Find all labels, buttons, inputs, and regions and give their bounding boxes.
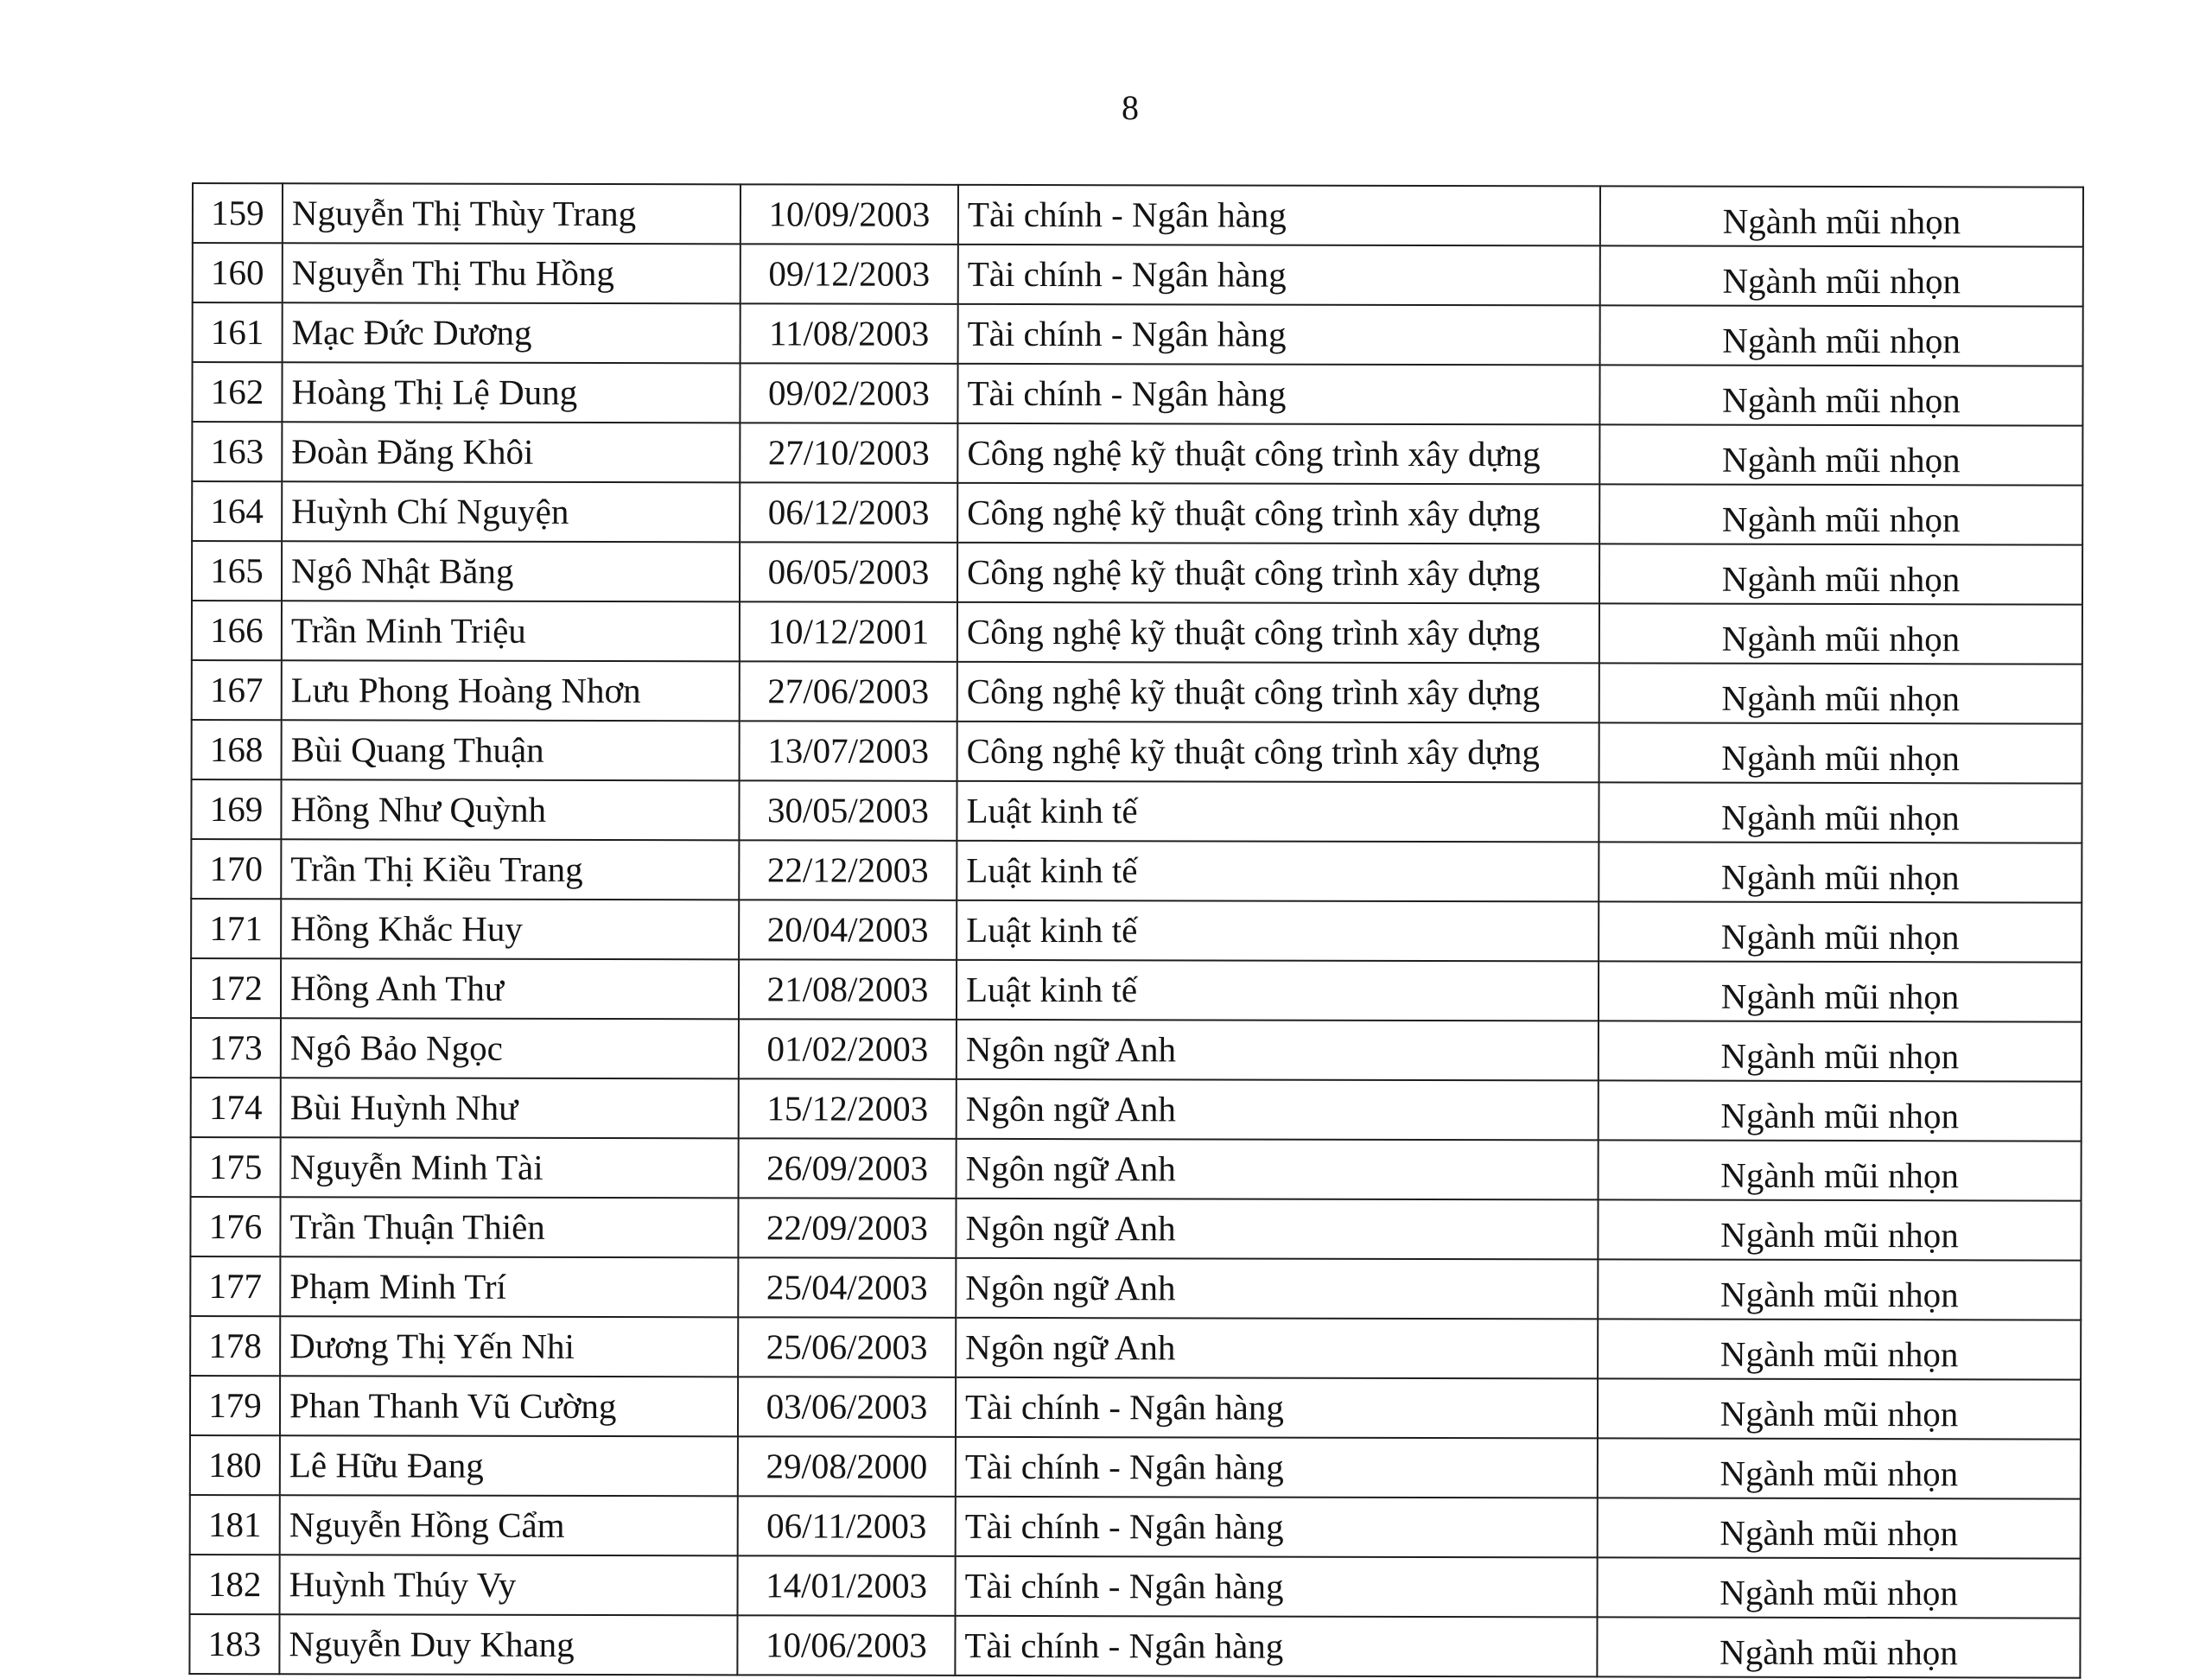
cell-major: Ngôn ngữ Anh	[956, 1318, 1598, 1379]
cell-date-of-birth: 29/08/2000	[738, 1436, 956, 1497]
cell-major: Công nghệ kỹ thuật công trình xây dựng	[957, 722, 1599, 783]
cell-full-name: Bùi Huỳnh Như	[281, 1078, 739, 1138]
cell-major: Tài chính - Ngân hàng	[956, 1437, 1598, 1498]
cell-category: Ngành mũi nhọn	[1599, 722, 2082, 783]
cell-full-name: Hồng Anh Thư	[281, 958, 739, 1019]
cell-category: Ngành mũi nhọn	[1599, 424, 2082, 485]
cell-number: 160	[193, 243, 283, 302]
cell-full-name: Bùi Quang Thuận	[282, 720, 740, 780]
table-row	[192, 541, 2082, 605]
cell-major: Tài chính - Ngân hàng	[958, 304, 1600, 366]
cell-full-name: Trần Minh Triệu	[282, 601, 740, 661]
cell-date-of-birth: 25/04/2003	[738, 1257, 956, 1318]
table-row	[192, 422, 2082, 486]
cell-date-of-birth: 13/07/2003	[740, 721, 957, 781]
table-row	[190, 1376, 2081, 1440]
cell-date-of-birth: 03/06/2003	[738, 1377, 956, 1437]
table-row	[192, 660, 2082, 724]
cell-major: Công nghệ kỹ thuật công trình xây dựng	[957, 662, 1599, 723]
cell-date-of-birth: 30/05/2003	[739, 780, 957, 841]
cell-full-name: Hoàng Thị Lệ Dung	[282, 362, 740, 423]
cell-date-of-birth: 15/12/2003	[739, 1078, 957, 1139]
table-row	[191, 958, 2082, 1022]
cell-full-name: Lưu Phong Hoàng Nhơn	[282, 660, 740, 721]
cell-category: Ngành mũi nhọn	[1598, 1199, 2081, 1260]
cell-full-name: Hồng Khắc Huy	[281, 899, 739, 959]
cell-number: 171	[191, 899, 281, 958]
table-row	[193, 183, 2083, 247]
cell-date-of-birth: 27/10/2003	[740, 423, 957, 483]
cell-full-name: Mạc Đức Dương	[283, 302, 741, 363]
cell-category: Ngành mũi nhọn	[1599, 603, 2082, 664]
cell-number: 169	[191, 779, 281, 839]
cell-full-name: Trần Thuận Thiên	[280, 1197, 738, 1257]
table-row	[191, 1137, 2082, 1201]
table-row	[192, 362, 2082, 426]
cell-full-name: Phan Thanh Vũ Cường	[280, 1376, 738, 1436]
cell-major: Công nghệ kỹ thuật công trình xây dựng	[957, 423, 1599, 485]
table-row	[192, 481, 2082, 545]
table-row	[191, 1078, 2082, 1142]
cell-number: 170	[191, 839, 281, 899]
cell-date-of-birth: 10/09/2003	[741, 184, 958, 245]
cell-full-name: Lê Hữu Đang	[280, 1435, 738, 1496]
cell-category: Ngành mũi nhọn	[1600, 245, 2083, 306]
cell-category: Ngành mũi nhọn	[1599, 663, 2082, 723]
cell-number: 163	[192, 422, 282, 481]
cell-major: Luật kinh tế	[957, 781, 1599, 843]
cell-number: 165	[192, 541, 282, 601]
cell-category: Ngành mũi nhọn	[1599, 961, 2082, 1021]
cell-number: 178	[190, 1316, 280, 1376]
cell-date-of-birth: 06/05/2003	[740, 542, 957, 602]
cell-full-name: Ngô Bảo Ngọc	[281, 1018, 739, 1078]
cell-number: 181	[190, 1495, 280, 1555]
cell-category: Ngành mũi nhọn	[1598, 1498, 2081, 1558]
cell-major: Tài chính - Ngân hàng	[957, 364, 1599, 425]
cell-category: Ngành mũi nhọn	[1598, 1319, 2081, 1379]
cell-number: 164	[192, 481, 282, 541]
cell-number: 176	[190, 1197, 280, 1256]
cell-full-name: Trần Thị Kiều Trang	[281, 839, 739, 900]
cell-category: Ngành mũi nhọn	[1597, 1617, 2080, 1677]
table-row	[189, 1614, 2080, 1678]
table-row	[193, 243, 2083, 307]
cell-full-name: Nguyễn Hồng Cẩm	[280, 1495, 738, 1555]
cell-number: 179	[190, 1376, 280, 1435]
cell-date-of-birth: 10/06/2003	[737, 1615, 955, 1676]
cell-number: 180	[190, 1435, 280, 1495]
cell-date-of-birth: 20/04/2003	[739, 900, 957, 960]
cell-major: Luật kinh tế	[957, 841, 1599, 902]
cell-major: Luật kinh tế	[957, 900, 1599, 962]
cell-major: Tài chính - Ngân hàng	[956, 1377, 1598, 1439]
cell-major: Tài chính - Ngân hàng	[958, 245, 1600, 306]
cell-date-of-birth: 06/12/2003	[740, 482, 957, 543]
cell-number: 166	[192, 601, 282, 660]
table-row	[193, 302, 2083, 366]
cell-category: Ngành mũi nhọn	[1599, 1021, 2082, 1081]
cell-category: Ngành mũi nhọn	[1598, 1259, 2081, 1320]
cell-date-of-birth: 25/06/2003	[738, 1317, 956, 1377]
cell-number: 168	[192, 720, 282, 779]
cell-major: Luật kinh tế	[957, 960, 1599, 1021]
cell-major: Ngôn ngữ Anh	[956, 1199, 1598, 1260]
cell-date-of-birth: 27/06/2003	[740, 661, 957, 722]
cell-category: Ngành mũi nhọn	[1599, 842, 2082, 902]
table-row	[190, 1316, 2081, 1380]
cell-major: Ngôn ngữ Anh	[957, 1139, 1599, 1200]
cell-category: Ngành mũi nhọn	[1599, 484, 2082, 544]
cell-number: 161	[193, 302, 283, 362]
table-row	[191, 839, 2082, 903]
cell-category: Ngành mũi nhọn	[1599, 544, 2082, 604]
cell-number: 172	[191, 958, 281, 1018]
cell-category: Ngành mũi nhọn	[1600, 186, 2083, 246]
cell-date-of-birth: 01/02/2003	[739, 1019, 957, 1079]
cell-full-name: Phạm Minh Trí	[280, 1256, 738, 1317]
cell-major: Công nghệ kỹ thuật công trình xây dựng	[957, 602, 1599, 664]
cell-number: 183	[189, 1614, 279, 1674]
cell-category: Ngành mũi nhọn	[1599, 365, 2082, 425]
cell-number: 159	[193, 183, 283, 243]
cell-full-name: Huỳnh Thúy Vy	[280, 1555, 738, 1615]
cell-major: Ngôn ngữ Anh	[956, 1258, 1598, 1320]
cell-number: 182	[190, 1555, 280, 1614]
page-number: 8	[1122, 88, 1139, 127]
cell-full-name: Ngô Nhật Băng	[282, 541, 740, 601]
cell-number: 167	[192, 660, 282, 720]
cell-major: Công nghệ kỹ thuật công trình xây dựng	[957, 543, 1599, 604]
table-body	[189, 183, 2083, 1678]
cell-full-name: Dương Thị Yến Nhi	[280, 1316, 738, 1377]
cell-category: Ngành mũi nhọn	[1599, 1140, 2082, 1200]
cell-category: Ngành mũi nhọn	[1599, 782, 2082, 843]
table-row	[190, 1495, 2081, 1559]
cell-date-of-birth: 14/01/2003	[738, 1555, 956, 1616]
table-row	[190, 1435, 2081, 1499]
table-row	[190, 1555, 2081, 1619]
student-list-table	[188, 182, 2084, 1679]
cell-date-of-birth: 11/08/2003	[741, 303, 958, 364]
cell-category: Ngành mũi nhọn	[1598, 1438, 2081, 1498]
cell-number: 174	[191, 1078, 281, 1137]
cell-date-of-birth: 10/12/2001	[740, 601, 957, 662]
table-row	[192, 601, 2082, 665]
cell-major: Ngôn ngữ Anh	[957, 1079, 1599, 1141]
table-row	[190, 1197, 2081, 1261]
table-row	[191, 779, 2082, 843]
cell-date-of-birth: 09/02/2003	[740, 363, 957, 423]
cell-full-name: Nguyễn Duy Khang	[279, 1614, 737, 1675]
cell-date-of-birth: 09/12/2003	[741, 244, 958, 304]
cell-full-name: Nguyễn Thị Thùy Trang	[283, 183, 741, 244]
cell-major: Ngôn ngữ Anh	[957, 1020, 1599, 1081]
cell-number: 175	[191, 1137, 281, 1197]
cell-date-of-birth: 06/11/2003	[738, 1496, 956, 1556]
cell-number: 173	[191, 1018, 281, 1078]
table-row	[191, 1018, 2082, 1082]
cell-major: Công nghệ kỹ thuật công trình xây dựng	[957, 483, 1599, 544]
cell-category: Ngành mũi nhọn	[1598, 1378, 2081, 1439]
cell-date-of-birth: 22/09/2003	[738, 1198, 956, 1258]
cell-full-name: Nguyễn Thị Thu Hồng	[283, 243, 741, 303]
cell-full-name: Đoàn Đăng Khôi	[282, 422, 740, 482]
table-row	[191, 899, 2082, 963]
cell-date-of-birth: 21/08/2003	[739, 959, 957, 1020]
cell-major: Tài chính - Ngân hàng	[956, 1497, 1598, 1558]
cell-date-of-birth: 22/12/2003	[739, 840, 957, 900]
cell-full-name: Hồng Như Quỳnh	[281, 779, 739, 840]
cell-category: Ngành mũi nhọn	[1600, 305, 2083, 366]
cell-category: Ngành mũi nhọn	[1599, 1080, 2082, 1141]
cell-date-of-birth: 26/09/2003	[739, 1138, 957, 1199]
cell-category: Ngành mũi nhọn	[1599, 901, 2082, 962]
cell-major: Tài chính - Ngân hàng	[958, 185, 1600, 246]
table-row	[190, 1256, 2081, 1320]
table-row	[192, 720, 2082, 784]
cell-major: Tài chính - Ngân hàng	[955, 1616, 1597, 1677]
cell-major: Tài chính - Ngân hàng	[956, 1556, 1598, 1618]
cell-number: 177	[190, 1256, 280, 1316]
cell-full-name: Nguyễn Minh Tài	[281, 1137, 739, 1198]
cell-number: 162	[192, 362, 282, 422]
cell-category: Ngành mũi nhọn	[1598, 1557, 2081, 1618]
cell-full-name: Huỳnh Chí Nguyện	[282, 481, 740, 542]
